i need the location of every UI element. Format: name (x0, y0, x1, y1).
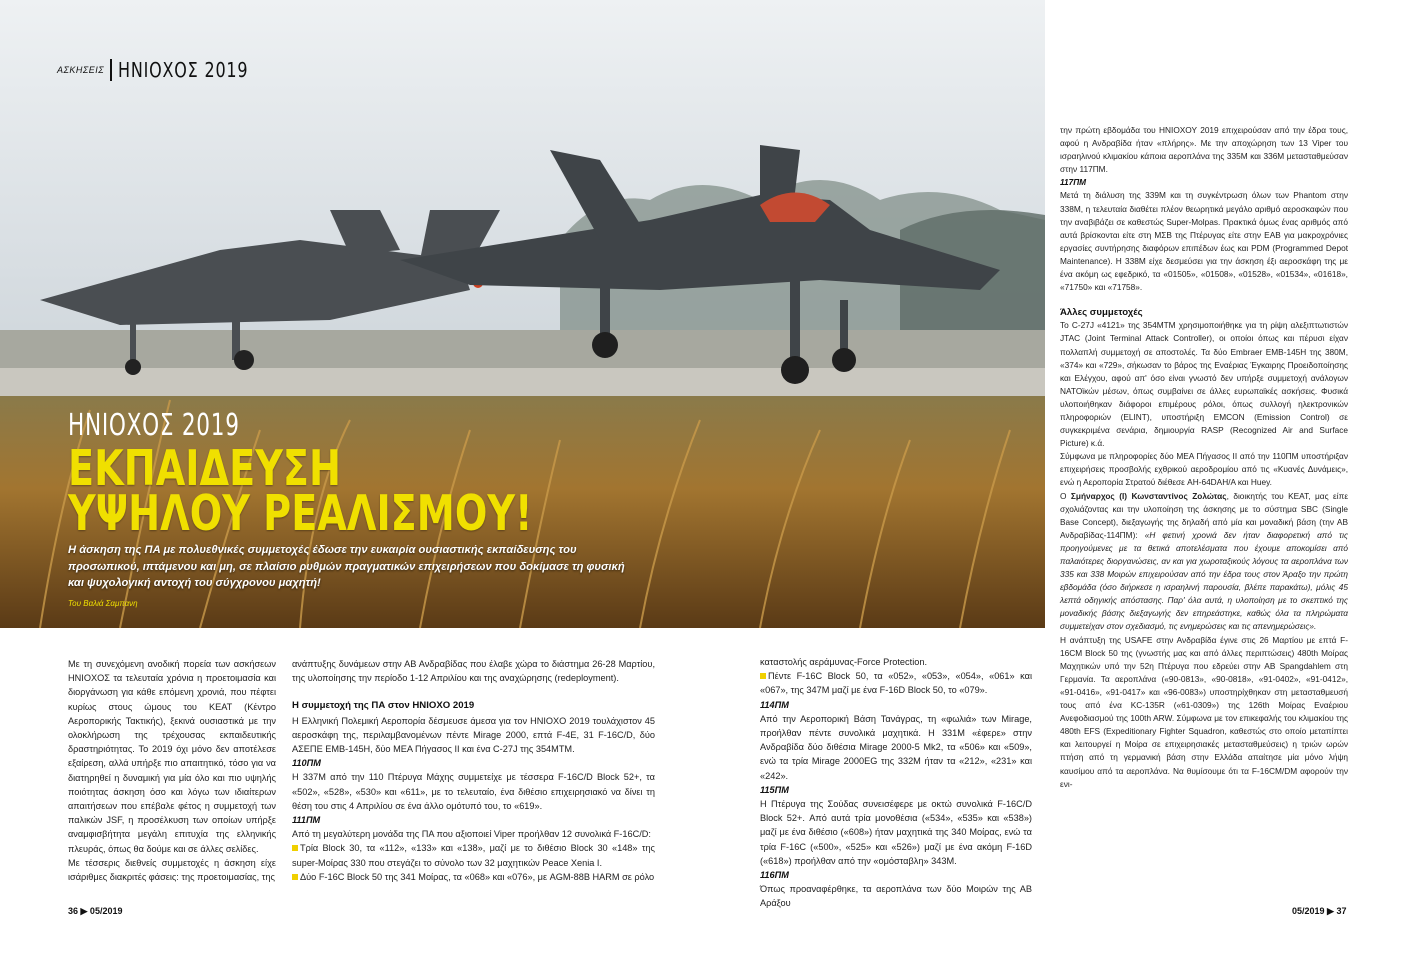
bullet-item (292, 870, 655, 884)
paragraph: την πρώτη εβδομάδα του ΗΝΙΟΧΟΥ 2019 επιχειρούσαν από την έδρα τους, αφού η Ανδραβίδα ήταν «πλήρης». Με την αποχώρηση των 13 Viper του ισραηλινού κλιμακίου κάποια αεροπλάνα της 335Μ και 336Μ μετασταθμεύσαν στην 117ΠΜ. (1060, 125, 1348, 175)
unit-heading: 111ΠΜ (292, 815, 321, 826)
headline (68, 440, 533, 542)
column-2 (292, 657, 655, 884)
paragraph: Από τη μεγαλύτερη μονάδα της ΠΑ που αξιοποιεί Viper προήλθαν 12 συνολικά F-16C/D: (292, 829, 651, 840)
headline-kicker: ΗΝΙΟΧΟΣ 2019 (68, 408, 240, 443)
unit-heading: 110ΠΜ (292, 758, 321, 769)
paragraph (1060, 490, 1348, 634)
section-divider (110, 59, 112, 81)
byline: Του Βαλιά Σαμπανη (68, 599, 138, 608)
paragraph: ανάπτυξης δυνάμεων στην ΑΒ Ανδραβίδας που έλαβε χώρα το διάστημα 26-28 Μαρτίου, της υλοποίησης την περίοδο 1-12 Απριλίου και της αναχώρησης (redeployment). (292, 659, 655, 684)
bullet-item (760, 669, 1032, 697)
section-name: ΗΝΙΟΧΟΣ 2019 (118, 58, 249, 82)
bullet-text: Δύο F-16C Block 50 της 341 Μοίρας, τα «068» και «076», με AGM-88B HARM σε ρόλο (300, 871, 655, 882)
headline-line-1: ΕΚΠΑΙΔΕΥΣΗ (68, 440, 341, 497)
paragraph: καταστολής αεράμυνας-Force Protection. (760, 657, 928, 667)
paragraph: Όπως προαναφέρθηκε, τα αεροπλάνα των δύο Μοιρών της ΑΒ Αράξου (760, 884, 1032, 909)
quote: «Η φετινή χρονιά δεν ήταν διαφορετική από τις προηγούμενες με τα θετικά αποτελέσματα που έχουμε αποκομίσει από παλαιότερες διοργανώσεις, αν και για χωροταξικούς λόγους τα αεροπλάνα των 335 και 338 Μοιρών επιχειρούσαν από την έδρα τους στον Άραξο την πρώτη εβδομάδα (όσο διήρκεσε η ισραηλινή παρουσία, βλέπε παρακάτω), μόλις 45 λεπτά οδηγικής απόστασης. Παρ' όλα αυτά, η υλοποίηση με το σκεπτικό της μοναδικής βάσης διεξαγωγής δεν επηρεάστηκε, καθώς όλα τα πληρώματα συμμετείχαν στον σχεδιασμό, τις ενημερώσεις και τις απενημερώσεις». (1060, 529, 1348, 632)
unit-heading: 115ΠΜ (760, 784, 789, 795)
column-4 (1060, 124, 1348, 791)
bullet-text: Πέντε F-16C Block 50, τα «052», «053», «054», «061» και «067», της 347Μ μαζί με ένα F-16D Block 50, το «079». (760, 671, 1032, 696)
paragraph: Μετά τη διάλυση της 339Μ και τη συγκέντρωση όλων των Phantom στην 338Μ, η τελευταία διαθέτει πλέον θεωρητικά μεγάλο αριθμό αεροσκαφών που την αναβιβάζει σε καθεστώς Super-Molpas. Πρακτικά όμως ένας αριθμός από αυτά βρίσκονται είτε στη ΜΣΒ της Πτέρυγας είτε στην ΕΑΒ για μακροχρόνιες εργασίες συντήρησης διαφόρων επιπέδων έως και PDM (Programmed Depot Maintenance). Η 338Μ είχε δεσμεύσει για την άσκηση έξι αεροσκάφη της με ένα ακόμη ως εφεδρικό, τα «01505», «01508», «01528», «01534», «01618», «71750» και «71758». (1060, 190, 1348, 293)
page-number-left: 36 ▶ 05/2019 (68, 906, 123, 916)
section-kicker: ΑΣΚΗΣΕΙΣ (57, 65, 105, 75)
headline-line-2: ΥΨΗΛΟΥ ΡΕΑΛΙΣΜΟΥ! (68, 485, 533, 542)
unit-heading: 117ΠΜ (1060, 177, 1087, 188)
paragraph: Με τη συνεχόμενη ανοδική πορεία των ασκήσεων ΗΝΙΟΧΟΣ τα τελευταία χρόνια η προετοιμασία και διοργάνωση για κάθε επόμενη χρονιά, που πέφτει κυρίως στους ώμους του ΚΕΑΤ (Κέντρο Αεροπορικής Τακτικής), ξεκινά ουσιαστικά με την ολοκλήρωση της τρέχουσας εκπαιδευτικής δραστηριότητας. Το 2019 όχι μόνο δεν αποτέλεσε εξαίρεση, αλλά υπήρξε πιο απαιτητικό, τόσο για να διατηρηθεί η δυναμική για μία όλο και πιο υψηλής ποιότητας άσκηση όσο και λόγω των ιδιαίτερων απαιτήσεων που επέβαλε φέτος η συμμετοχή των παλικών JSF, η προσέλκυση των οποίων υπήρξε αναμφισβήτητα μεγάλη επιτυχία της ελληνικής πλευράς, όπως θα δούμε και σε άλλες σελίδες. (68, 659, 276, 854)
paragraph: Σύμφωνα με πληροφορίες δύο ΜΕΑ Πήγασος ΙΙ από την 110ΠΜ υποστήριξαν επιχειρήσεις προσβολής εχθρικού αεροδρομίου από τις «Κυανές Δυνάμεις», ενώ η Αεροπορία Στρατού διέθεσε AH-64DAH/A και Huey. (1060, 451, 1348, 488)
lede: Η άσκηση της ΠΑ με πολυεθνικές συμμετοχές έδωσε την ευκαιρία ουσιαστικής εκπαίδευσης του προσωπικού, ιπτάμενου και μη, σε πλαίσιο ρυθμών πραγματικών επιχειρήσεων που δοκίμασε τη φυσική και ψυχολογική αντοχή του σύγχρονου μαχητή! (68, 544, 625, 589)
bullet-item (292, 841, 655, 869)
person-name: Σμήναρχος (Ι) Κωνσταντίνος Ζολώτας (1070, 490, 1227, 501)
paragraph: Η Πτέρυγα της Σούδας συνεισέφερε με οκτώ συνολικά F-16C/D Block 52+. Από αυτά τρία μονοθέσια («534», «535» και «538») μαζί με ένα διθέσιο («608») ήταν μαχητικά της 340 Μοίρας, ενώ τα τρία F-16C («500», «525» και «526») μαζί με ένα ακόμη F-16D («618») προήλθαν από την «ομόσταβλη» 343Μ. (760, 799, 1032, 866)
bullet-marker (292, 874, 298, 880)
unit-heading: 114ΠΜ (760, 699, 789, 710)
unit-heading: 116ΠΜ (760, 870, 789, 881)
paragraph: Με τέσσερις διεθνείς συμμετοχές η άσκηση είχε ισάριθμες διακριτές φάσεις: της προετοιμασίας, της (68, 857, 276, 883)
paragraph: Η Ελληνική Πολεμική Αεροπορία δέσμευσε άμεσα για τον ΗΝΙΟΧΟ 2019 τουλάχιστον 45 αεροσκάφη της, περιλαμβανομένων πέντε Mirage 2000, επτά F-4E, 31 F-16C/D, δύο ΑΣΕΠΕ EMB-145H, δύο ΜΕΑ Πήγασος ΙΙ και ένα C-27J της 354ΜΤΜ. (292, 715, 655, 755)
paragraph: Η ανάπτυξη της USAFE στην Ανδραβίδα έγινε στις 26 Μαρτίου με επτά F-16CM Block 50 της (γνωστής μας και από άλλες περιπτώσεις) 480th Μοίρας Μαχητικών υπό την 52η Πτέρυγα που εδρεύει στην ΑΒ Spangdahlem στη Γερμανία. Τα αεροπλάνα («90-0813», «90-0818», «91-0402», «91-0412», «91-0416», «91-0417» και «96-0083») υποστηρίχθηκαν στη μετασταθμευσή τους από ένα KC-135R («61-0309») της 126th Μοίρας Εναέριου Ανεφοδιασμού της 100th ARW. Σύμφωνα με τον επικεφαλής του κλιμακίου της 480th EFS (Expeditionary Fighter Squadron, καθεστώς στο οποίο μεταπίπτει και λειτουργεί η Μοίρα σε επιχειρησιακές μετασταθμεύσεις) η τριών ωρών πτήση από τη γερμανική βάση στην Ελλάδα απαίτησε μία μόνο λήψη καυσίμου από τα αεροπλάνα. Να θυμίσουμε ότι τα F-16CM/DM αφορούν την ενι- (1060, 634, 1348, 789)
bullet-text: Τρία Block 30, τα «112», «133» και «138», μαζί με το διθέσιο Block 30 «148» της super-Μοίρας 330 που στεγάζει το σύνολο των 32 μαχητικών Peace Xenia I. (292, 843, 655, 868)
section-header (57, 58, 281, 82)
subheading: Η συμμετοχή της ΠΑ στον ΗΝΙΟΧΟ 2019 (292, 700, 475, 712)
bullet-marker (760, 673, 766, 679)
page-number-right: 05/2019 ▶ 37 (1292, 906, 1347, 916)
text: , διοικητής του ΚΕΑΤ, μας είπε σχολιάζοντας και την υλοποίηση της άσκησης με το σύστημα SBC (Single Base Concept), διεξαγωγής της δηλαδή από μία και μοναδική βάση (την ΑΒ Ανδραβίδας-114ΠΜ): (1060, 490, 1349, 540)
column-1 (68, 657, 276, 884)
paragraph: Η 337Μ από την 110 Πτέρυγα Μάχης συμμετείχε με τέσσερα F-16C/D Block 52+, τα «502», «528», «530» και «611», με το τελευταίο, ένα διθέσιο επιχειρησιακό να δίνει τη θέση του στις 4 Απριλίου σε ένα άλλο ομότυπό του, το «619». (292, 772, 655, 811)
column-3 (760, 655, 1032, 911)
paragraph: Από την Αεροπορική Βάση Τανάγρας, τη «φωλιά» των Mirage, προήλθαν πέντε συνολικά μαχητικά. Η 331Μ «έφερε» στην Ανδραβίδα δύο διθέσια Mirage 2000-5 Mk2, τα «506» και «509», ενώ τα τρία Mirage 2000EG της 332Μ ήταν τα «212», «231» και «242». (760, 713, 1032, 781)
subheading: Άλλες συμμετοχές (1060, 307, 1143, 319)
hero-photo (0, 0, 1045, 628)
bullet-marker (292, 845, 298, 851)
text: Ο (1060, 490, 1071, 501)
paragraph: Το C-27J «4121» της 354ΜΤΜ χρησιμοποιήθηκε για τη ρίψη αλεξιπτωτιστών JTAC (Joint Terminal Attack Controller), οι οποίοι όπως και πέρυσι είχαν πολλαπλή συμμετοχή σε αποστολές. Τα δύο Embraer EMB-145H της 380Μ, «374» και «729», σήκωσαν το βάρος της Εναέριας Έγκαιρης Προειδοποίησης και Ελέγχου, αφού απ' όσο είναι γνωστό δεν υπήρξε συμμετοχή ανάλογων ΝΑΤΟϊκών μέσων, όπως συμβαίνει σε άλλες ευρωπαϊκές ασκήσεις. Φυσικά υλοποιήθηκαν διάφοροι επιμέρους ρόλοι, όπως συλλογή ηλεκτρονικών πληροφοριών (ELINT), υποστήριξη EMCON (Emission Control) σε συγκεκριμένα σενάρια, δημιουργία RASP (Recognized Air and Surface Picture) κ.ά. (1060, 320, 1348, 449)
